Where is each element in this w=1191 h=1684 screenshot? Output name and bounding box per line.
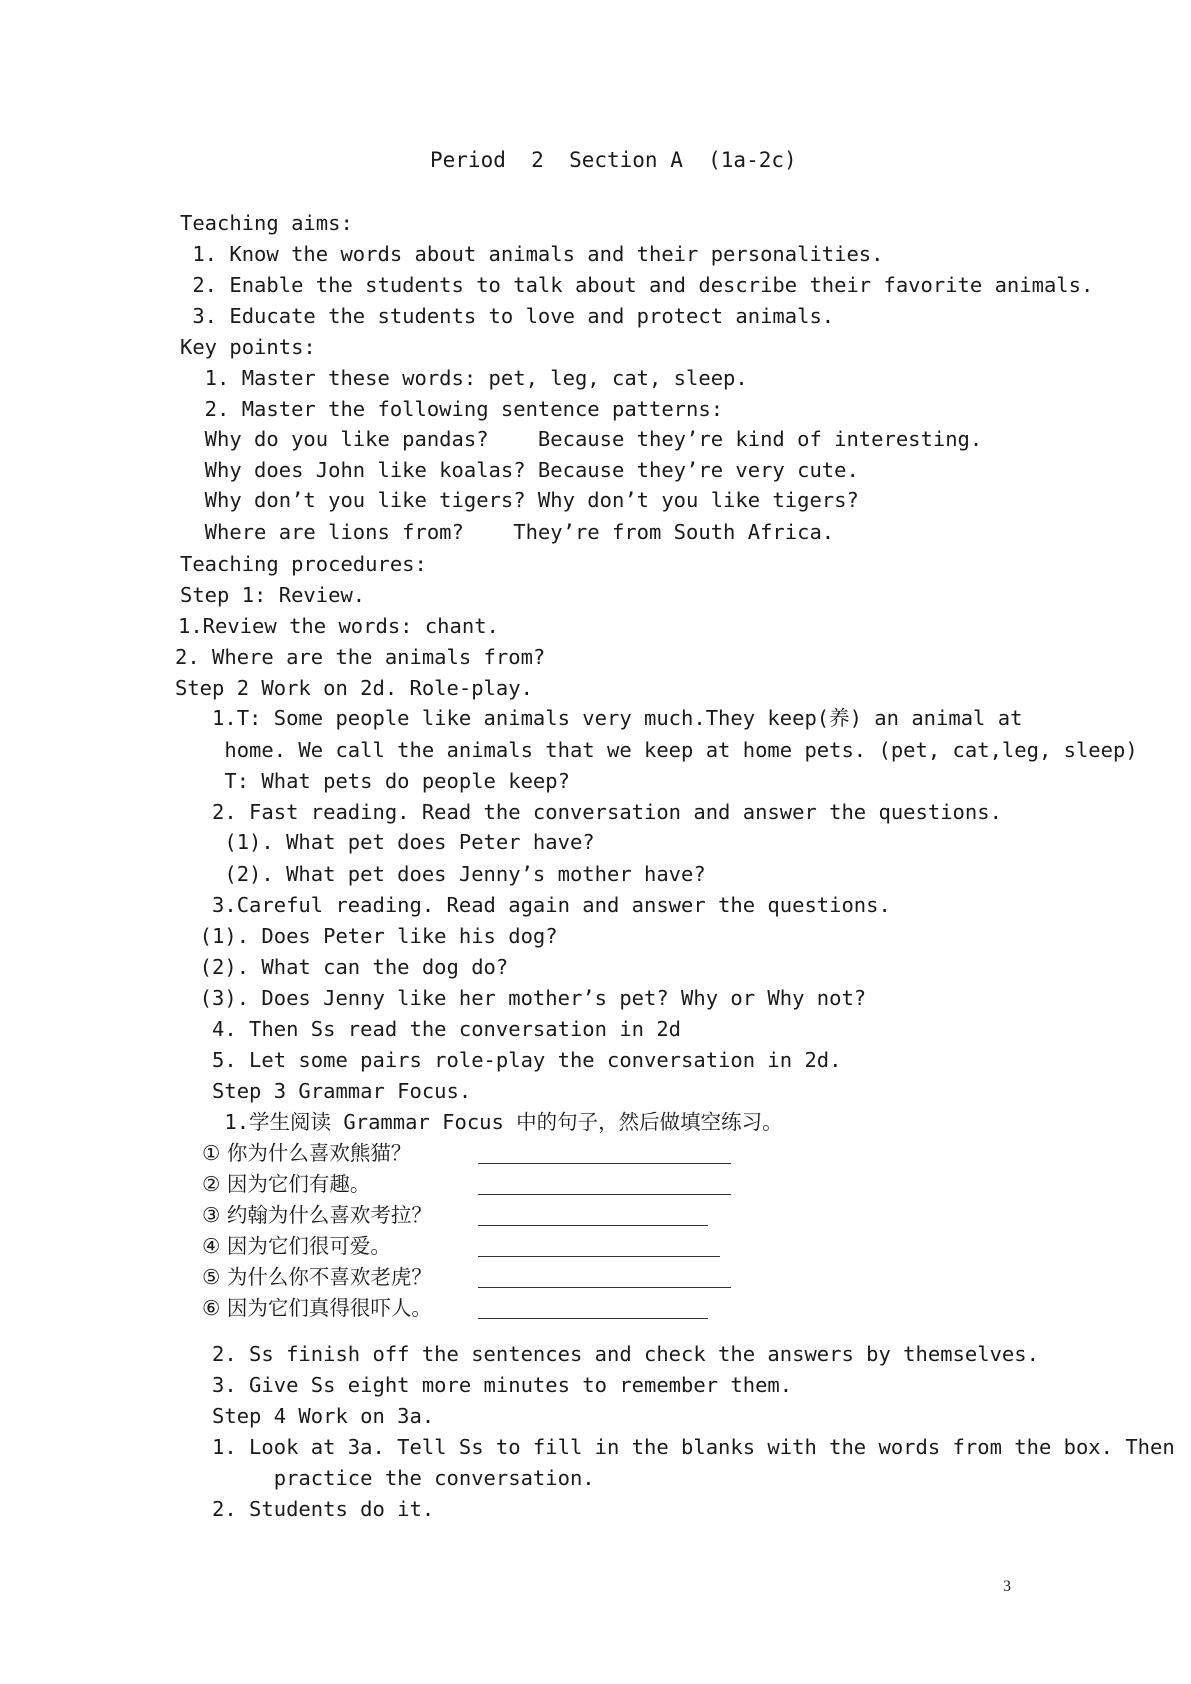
line-key-points: Key points: <box>180 335 316 359</box>
page-title: Period 2 Section A (1a-2c) <box>430 148 797 172</box>
line-aim-1: 1. Know the words about animals and their personalities. <box>180 242 884 266</box>
line-key-2: 2. Master the following sentence patterns: <box>180 397 724 421</box>
line-pattern-1: Why do you like pandas? Because they’re kind of interesting. <box>180 427 983 451</box>
exercise-5: ⑤ 为什么你不喜欢老虎？ <box>202 1265 432 1289</box>
line-step2-3: 3.Careful reading. Read again and answer the questions. <box>175 893 891 917</box>
exercise-4: ④ 因为它们很可爱。 <box>202 1234 391 1258</box>
line-step4-1b: practice the conversation. <box>175 1466 595 1490</box>
line-step-4: Step 4 Work on 3a. <box>175 1404 435 1428</box>
line-step3-1: 1.学生阅读 Grammar Focus 中的句子，然后做填空练习。 <box>175 1110 783 1134</box>
line-step2-1: 1.T: Some people like animals very much.They keep(养) an animal at <box>175 706 1023 730</box>
line-step2-2: 2. Fast reading. Read the conversation and answer the questions. <box>175 800 1002 824</box>
exercise-2-blank[interactable] <box>478 1194 731 1195</box>
exercise-5-blank[interactable] <box>478 1287 731 1288</box>
line-aim-3: 3. Educate the students to love and protect animals. <box>180 304 835 328</box>
exercise-2: ② 因为它们有趣。 <box>202 1172 371 1196</box>
line-step2-3c: (3). Does Jenny like her mother’s pet? Why or Why not? <box>175 986 867 1010</box>
line-step2-3b: (2). What can the dog do? <box>175 955 509 979</box>
exercise-3: ③ 约翰为什么喜欢考拉？ <box>202 1203 432 1227</box>
exercise-6-blank[interactable] <box>478 1318 708 1319</box>
line-step2-3a: (1). Does Peter like his dog? <box>175 924 558 948</box>
line-step2-1c: T: What pets do people keep? <box>175 769 570 793</box>
exercise-1-blank[interactable] <box>478 1163 731 1164</box>
line-pattern-2: Why does John like koalas? Because they’re very cute. <box>180 458 859 482</box>
exercise-6: ⑥ 因为它们真得很吓人。 <box>202 1296 432 1320</box>
line-step4-1: 1. Look at 3a. Tell Ss to fill in the blanks with the words from the box. Then <box>175 1435 1175 1459</box>
line-teaching-aims: Teaching aims: <box>180 211 353 235</box>
exercise-1: ① 你为什么喜欢熊猫？ <box>202 1141 412 1165</box>
line-step2-1b: home. We call the animals that we keep at home pets. (pet, cat,leg, sleep) <box>175 738 1138 762</box>
line-review-2: 2. Where are the animals from? <box>175 645 546 669</box>
line-step4-2: 2. Students do it. <box>175 1497 435 1521</box>
exercise-3-blank[interactable] <box>478 1225 708 1226</box>
line-review-1: 1.Review the words: chant. <box>178 614 499 638</box>
line-step2-4: 4. Then Ss read the conversation in 2d <box>175 1017 682 1041</box>
line-step2-2a: (1). What pet does Peter have? <box>175 830 595 854</box>
line-pattern-3: Why don’t you like tigers? Why don’t you like tigers? <box>180 488 859 512</box>
page-number: 3 <box>1003 1578 1011 1595</box>
line-step3-3: 3. Give Ss eight more minutes to remember them. <box>175 1373 793 1397</box>
line-key-1: 1. Master these words: pet, leg, cat, sleep. <box>180 366 748 390</box>
line-pattern-4: Where are lions from? They’re from South Africa. <box>180 520 835 544</box>
line-step3-2: 2. Ss finish off the sentences and check the answers by themselves. <box>175 1342 1039 1366</box>
line-step2-5: 5. Let some pairs role-play the conversation in 2d. <box>175 1048 842 1072</box>
line-step-1: Step 1: Review. <box>180 583 366 607</box>
line-aim-2: 2. Enable the students to talk about and describe their favorite animals. <box>180 273 1094 297</box>
line-step-2: Step 2 Work on 2d. Role-play. <box>175 676 533 700</box>
exercise-4-blank[interactable] <box>478 1256 720 1257</box>
line-step-3: Step 3 Grammar Focus. <box>175 1079 472 1103</box>
line-teaching-procedures: Teaching procedures: <box>180 552 427 576</box>
line-step2-2b: (2). What pet does Jenny’s mother have? <box>175 862 706 886</box>
